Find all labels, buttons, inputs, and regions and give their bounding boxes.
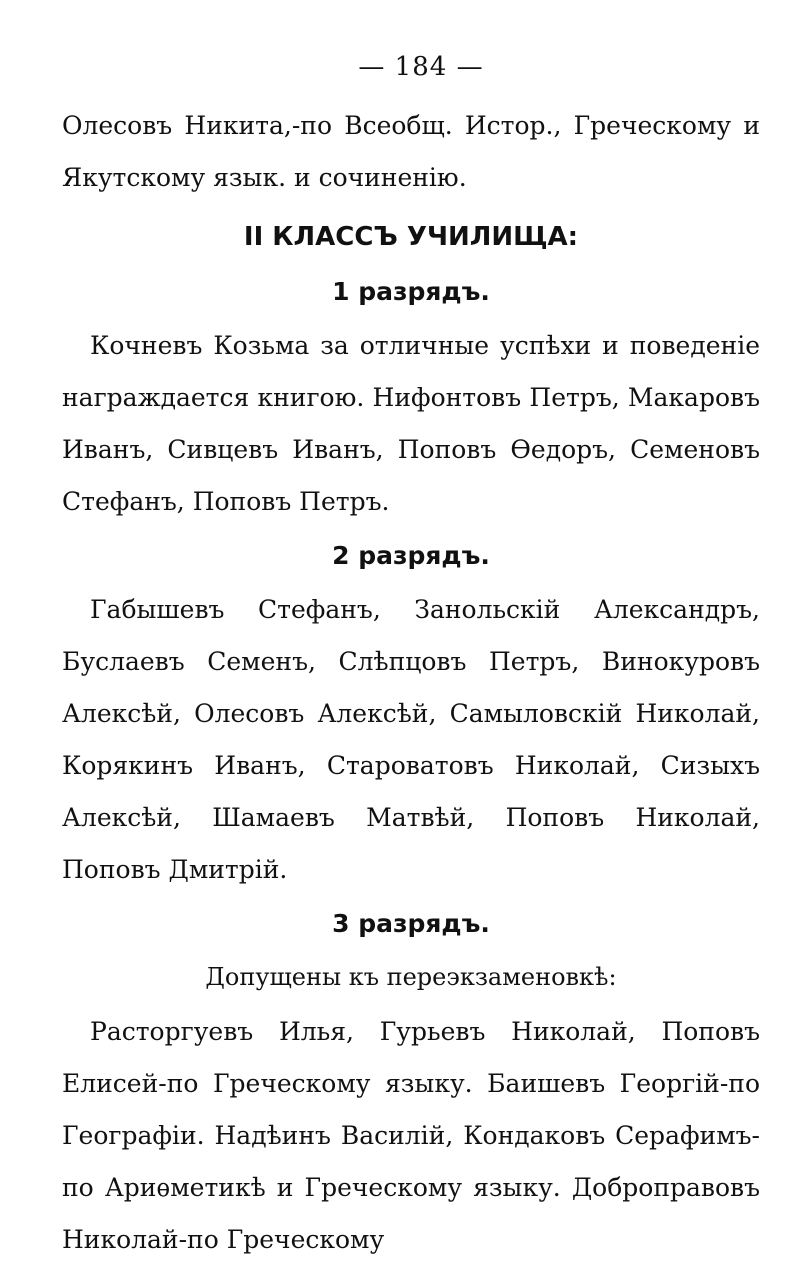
document-page <box>62 52 760 1266</box>
section-1-paragraph: Кочневъ Козьма за отличные успѣхи и поведеніе награждается книгою. Нифонтовъ Петръ, Макаровъ Иванъ, Сивцевъ Иванъ, Поповъ Ѳедоръ, Семеновъ Стефанъ, Поповъ Петръ. <box>62 331 760 516</box>
section-3-heading: 3 разрядъ. <box>332 909 490 938</box>
section-1-heading: 1 разрядъ. <box>332 277 490 306</box>
section-2-heading: 2 разрядъ. <box>332 541 490 570</box>
section-3-subheading: Допущены къ переэкзаменовкѣ: <box>205 963 617 991</box>
intro-paragraph: Олесовъ Никита,-по Всеобщ. Истор., Греческому и Якутскому язык. и сочиненію. <box>62 111 760 192</box>
page-number: — 184 — <box>358 52 484 82</box>
section-2-paragraph: Габышевъ Стефанъ, Занольскій Александръ, Буслаевъ Семенъ, Слѣпцовъ Петръ, Винокуровъ Алексѣй, Олесовъ Алексѣй, Самыловскій Николай, Корякинъ Иванъ, Староватовъ Николай, Сизыхъ Алексѣй, Шамаевъ Матвѣй, Поповъ Николай, Поповъ Дмитрій. <box>62 595 760 884</box>
class-heading: II КЛАССЪ УЧИЛИЩА: <box>243 222 579 252</box>
section-3-paragraph: Расторгуевъ Илья, Гурьевъ Николай, Поповъ Елисей-по Греческому языку. Баишевъ Георгій-по Географіи. Надѣинъ Василій, Кондаковъ Серафимъ-по Ариѳметикѣ и Греческому языку. Доброправовъ Николай-по Греческому <box>62 1017 760 1254</box>
